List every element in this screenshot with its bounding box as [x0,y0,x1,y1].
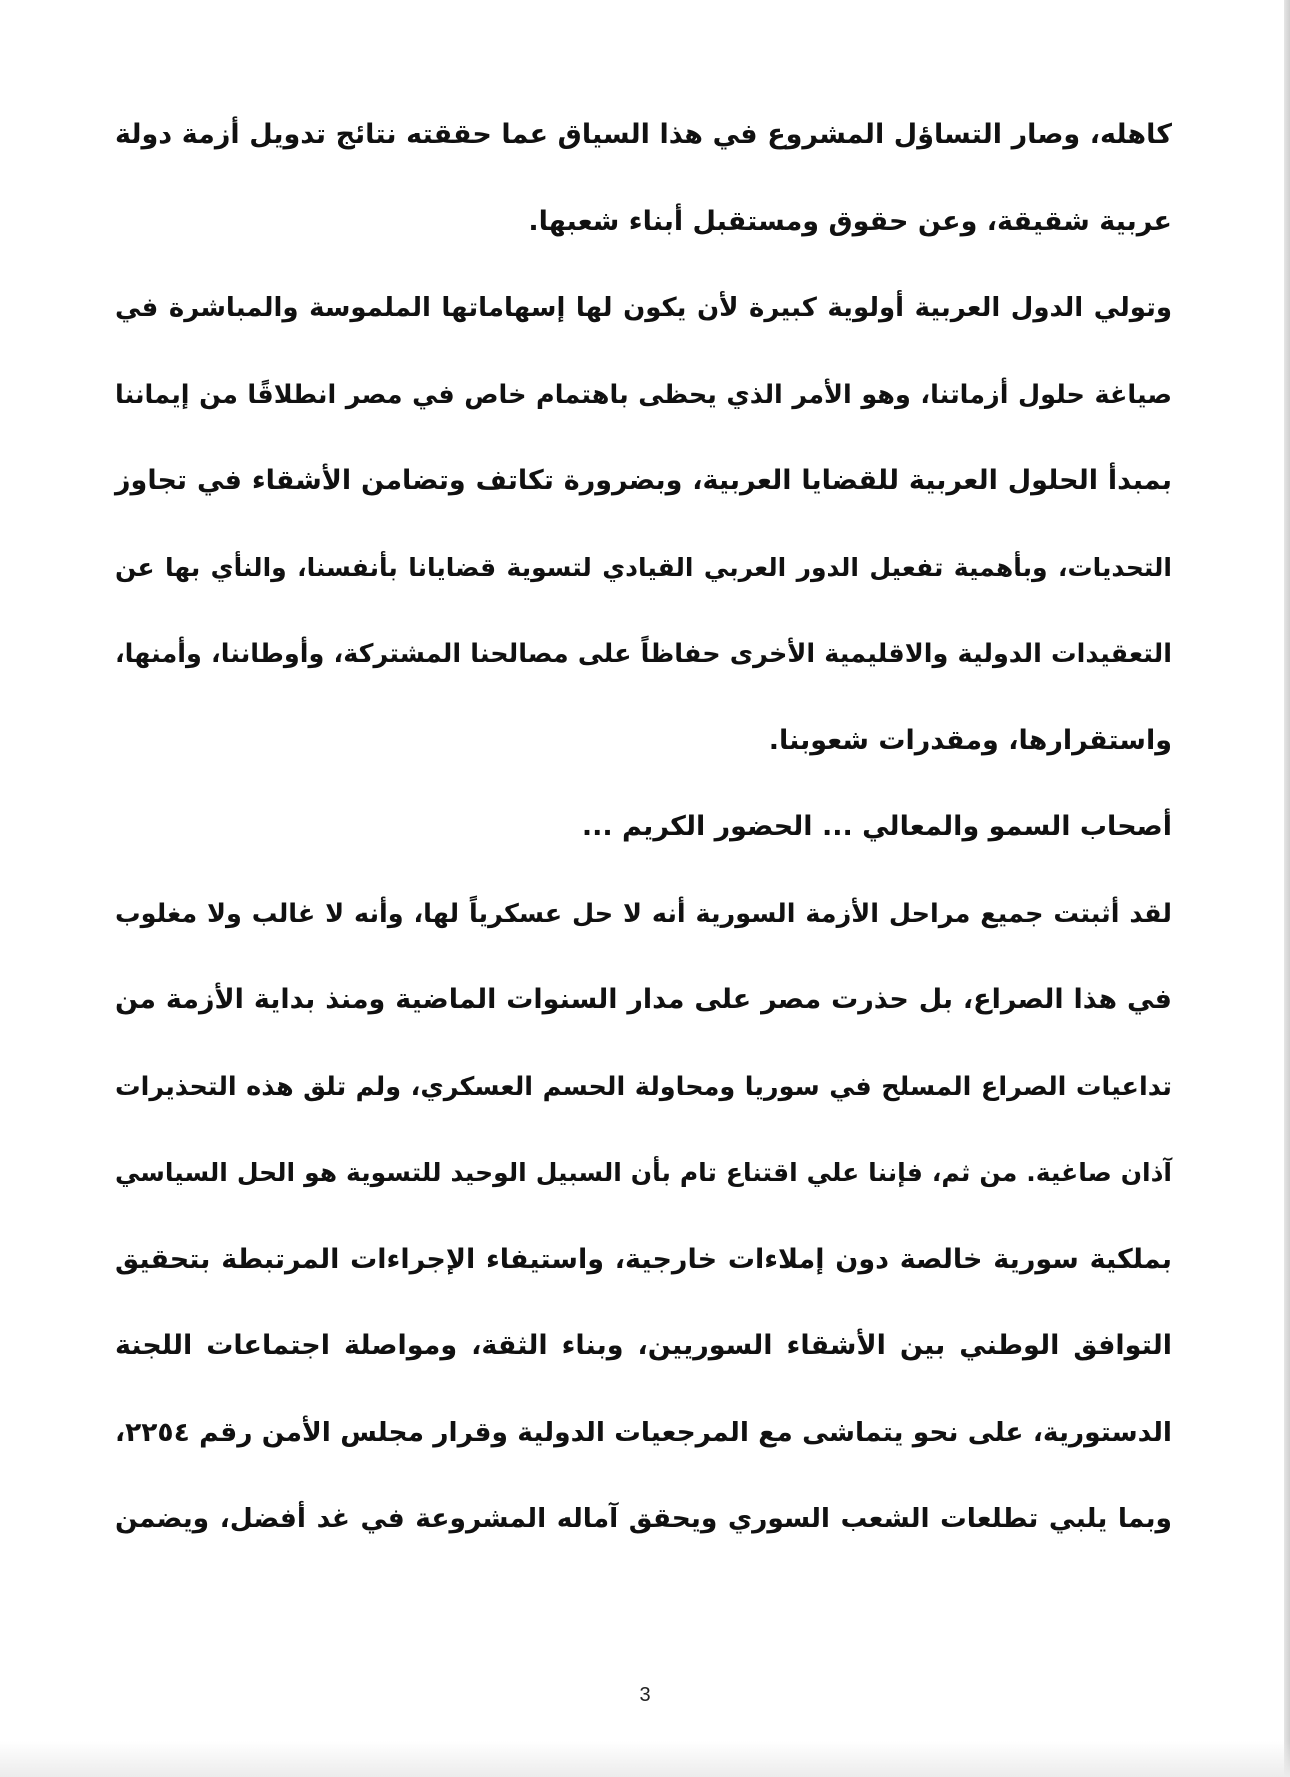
page-edge-shadow [1284,0,1290,1777]
text-line: التعقيدات الدولية والاقليمية الأخرى حفاظاً على مصالحنا المشتركة، وأوطاننا، وأمنها، [115,639,1172,669]
text-line: الدستورية، على نحو يتماشى مع المرجعيات الدولية وقرار مجلس الأمن رقم ٢٢٥٤، [115,1416,1172,1448]
text-line: بملكية سورية خالصة دون إملاءات خارجية، واستيفاء الإجراءات المرتبطة بتحقيق [115,1243,1172,1275]
document-body [115,92,1172,1563]
text-line: بمبدأ الحلول العربية للقضايا العربية، وبضرورة تكاتف وتضامن الأشقاء في تجاوز [115,465,1172,496]
paragraph-2 [115,265,1172,784]
salutation-paragraph [115,784,1172,871]
text-line: التوافق الوطني بين الأشقاء السوريين، وبناء الثقة، ومواصلة اجتماعات اللجنة [115,1330,1172,1361]
text-line: عربية شقيقة، وعن حقوق ومستقبل أبناء شعبها. [528,205,1172,237]
text-line: وتولي الدول العربية أولوية كبيرة لأن يكون لها إسهاماتها الملموسة والمباشرة في [115,293,1172,323]
paragraph-1 [115,92,1172,265]
text-line: تداعيات الصراع المسلح في سوريا ومحاولة الحسم العسكري، ولم تلق هذه التحذيرات [115,1071,1172,1102]
page-bottom-shade [0,1741,1290,1777]
text-line: في هذا الصراع، بل حذرت مصر على مدار السنوات الماضية ومنذ بداية الأزمة من [115,984,1172,1015]
salutation-line: أصحاب السمو والمعالي ... الحضور الكريم ... [581,811,1172,842]
page-number: 3 [639,1684,651,1706]
text-line: كاهله، وصار التساؤل المشروع في هذا السياق عما حققته نتائج تدويل أزمة دولة [115,119,1172,150]
text-line: واستقرارها، ومقدرات شعوبنا. [768,724,1172,756]
text-line: صياغة حلول أزماتنا، وهو الأمر الذي يحظى باهتمام خاص في مصر انطلاقًا من إيماننا [115,379,1172,410]
text-line: التحديات، وبأهمية تفعيل الدور العربي القيادي لتسوية قضايانا بأنفسنا، والنأي بها عن [115,552,1172,582]
text-line: وبما يلبي تطلعات الشعب السوري ويحقق آماله المشروعة في غد أفضل، ويضمن [115,1503,1172,1534]
text-line: آذان صاغية. من ثم، فإننا علي اقتناع تام بأن السبيل الوحيد للتسوية هو الحل السياسي [115,1158,1172,1187]
paragraph-4 [115,871,1172,1563]
text-line: لقد أثبتت جميع مراحل الأزمة السورية أنه لا حل عسكرياً لها، وأنه لا غالب ولا مغلوب [115,898,1172,929]
